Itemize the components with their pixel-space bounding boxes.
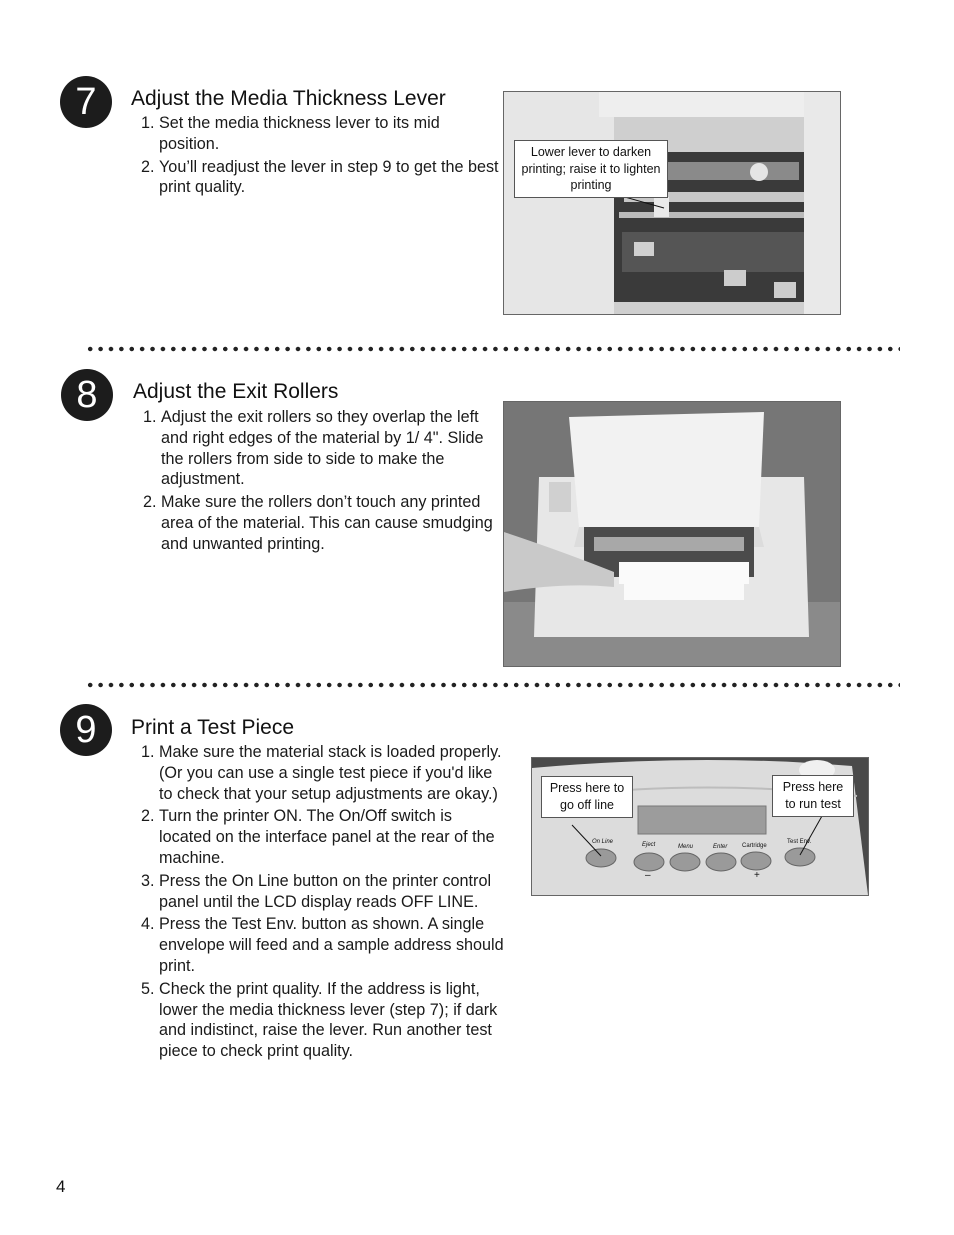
- printer-interior-illustration: [504, 92, 840, 314]
- panel-label-cartridge: Cartridge: [742, 843, 767, 849]
- step-7-list: [131, 113, 499, 200]
- step-7-title: Adjust the Media Thickness Lever: [131, 87, 446, 110]
- step-9-item-2: 2. Turn the printer ON. The On/Off switch is located on the interface panel at the rear of the machine.: [159, 806, 505, 868]
- step-8-item-1: 1. Adjust the exit rollers so they overlap the left and right edges of the material by 1/ 4". Slide the rollers from side to side to make the adjustment.: [161, 407, 505, 490]
- panel-label-minus: –: [645, 870, 651, 881]
- step-9-item-1: 1. Make sure the material stack is loaded properly. (Or you can use a single test piece if you'd like to check that your setup adjustments are okay.): [159, 742, 505, 804]
- step-9-list: [131, 742, 505, 1064]
- exit-rollers-photo: [503, 401, 841, 667]
- panel-label-enter: Enter: [713, 844, 728, 850]
- step-7-item-1: 1. Set the media thickness lever to its mid position.: [159, 113, 499, 155]
- step-9-item-4: 4. Press the Test Env. button as shown. A single envelope will feed and a sample address should print.: [159, 914, 505, 976]
- panel-label-menu: Menu: [678, 844, 694, 850]
- step-9-item-3: 3. Press the On Line button on the printer control panel until the LCD display reads OFF LINE.: [159, 871, 505, 913]
- printer-exit-rollers-illustration: [504, 402, 840, 666]
- panel-label-test-env: Test Env.: [787, 839, 812, 845]
- media-thickness-lever-photo: [503, 91, 841, 315]
- panel-label-on-line: On Line: [592, 839, 614, 845]
- step-8-title: Adjust the Exit Rollers: [133, 380, 339, 403]
- page-number: 4: [56, 1177, 66, 1196]
- panel-label-eject: Eject: [642, 842, 656, 848]
- panel-label-plus: +: [754, 870, 760, 881]
- step-8-list: [133, 407, 505, 557]
- off-line-callout: Press here to go off line: [541, 776, 633, 818]
- step-9-title: Print a Test Piece: [131, 716, 295, 739]
- step-8-badge: 8: [61, 369, 113, 421]
- step-7-item-2: 2. You’ll readjust the lever in step 9 to get the best print quality.: [159, 157, 499, 199]
- section-divider: [85, 346, 900, 352]
- step-9-item-5: 5. Check the print quality. If the address is light, lower the media thickness lever (step 7); if dark and indistinct, raise the lever. Run another test piece to check print quality.: [159, 979, 505, 1062]
- run-test-callout: Press here to run test: [772, 775, 854, 817]
- section-divider-2: [85, 682, 900, 688]
- step-9-badge: 9: [60, 704, 112, 756]
- lever-callout: Lower lever to darken printing; raise it to lighten printing: [514, 140, 668, 198]
- step-8-item-2: 2. Make sure the rollers don’t touch any printed area of the material. This can cause smudging and unwanted printing.: [161, 492, 505, 554]
- step-7-badge: 7: [60, 76, 112, 128]
